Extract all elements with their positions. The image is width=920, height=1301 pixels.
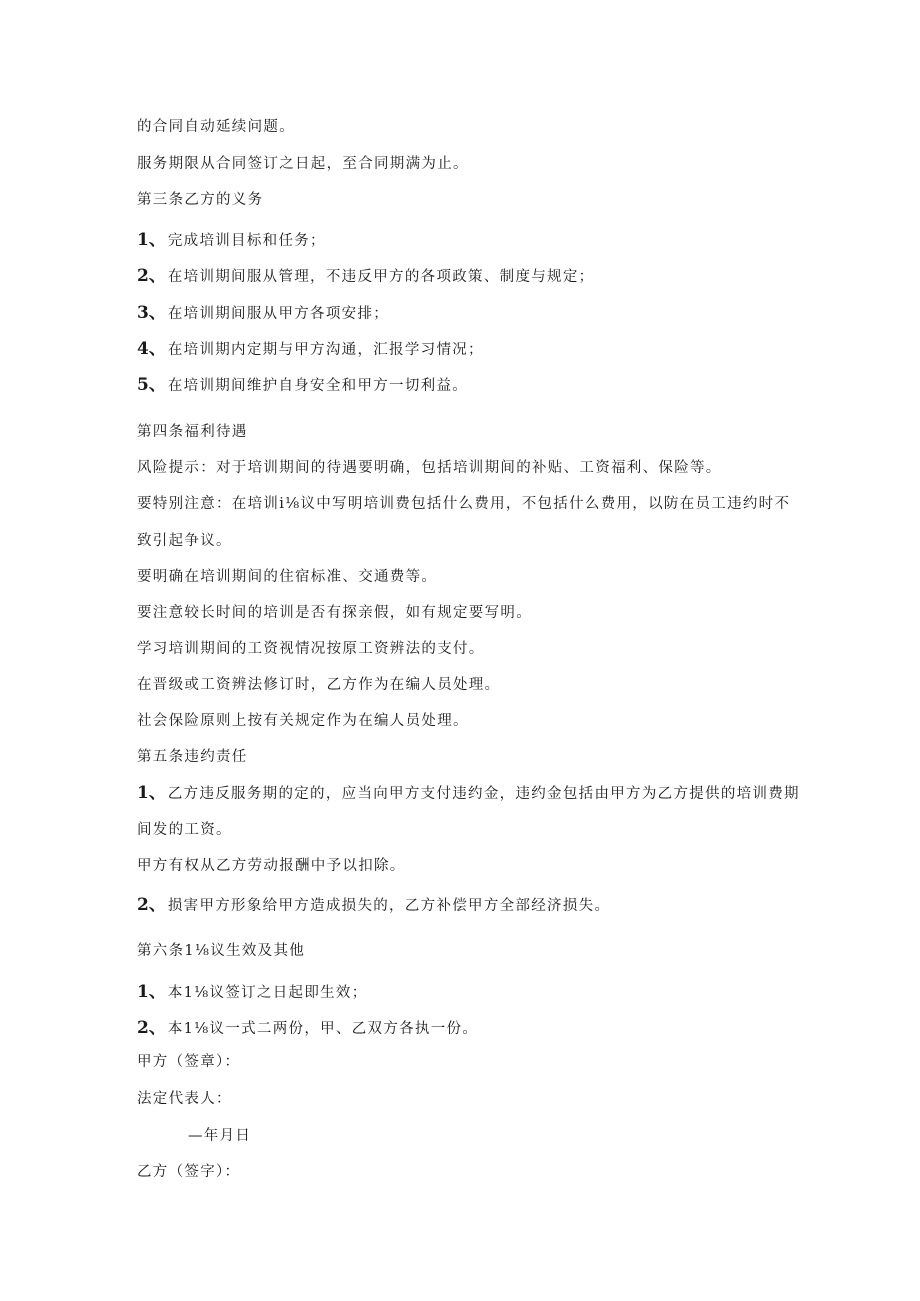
text-line: 要注意较长时间的培训是否有探亲假，如有规定要写明。: [137, 605, 532, 621]
list-item: 2、 损害甲方形象给甲方造成损失的，乙方补偿甲方全部经济损失。: [137, 895, 611, 915]
list-item: 2、 在培训期间服从管理，不违反甲方的各项政策、制度与规定；: [137, 266, 595, 286]
text-line: 要明确在培训期间的住宿标准、交通费等。: [137, 569, 438, 585]
text-line: 甲方有权从乙方劳动报酬中予以扣除。: [137, 858, 406, 874]
text-line: 社会保险原则上按有关规定作为在编人员处理。: [137, 713, 469, 729]
article-heading: 第三条乙方的义务: [137, 192, 264, 208]
item-number: 2、: [137, 895, 166, 915]
item-number: 3、: [137, 303, 166, 323]
list-item: 5、 在培训期间维护自身安全和甲方一切利益。: [137, 375, 469, 395]
item-number: 5、: [137, 375, 166, 395]
item-number: 2、: [137, 266, 166, 286]
text-line: 要特别注意：在培训i⅛议中写明培训费包括什么费用，不包括什么费用，以防在员工违约时不: [137, 496, 791, 512]
item-number: 1、: [137, 982, 166, 1002]
article-heading: 第四条福利待遇: [137, 424, 248, 440]
article-heading: 第六条1⅛议生效及其他: [137, 943, 306, 959]
list-item: 1、 乙方违反服务期的定的，应当向甲方支付违约金，违约金包括由甲方为乙方提供的培训费期: [137, 783, 800, 803]
text-line: 学习培训期间的工资视情况按原工资辨法的支付。: [137, 641, 485, 657]
list-item: 4、 在培训期内定期与甲方沟通，汇报学习情况；: [137, 339, 484, 359]
item-number: 1、: [137, 783, 166, 803]
signature-party-b: 乙方（签字）：: [137, 1164, 241, 1180]
item-number: 2、: [137, 1018, 166, 1038]
item-number: 1、: [137, 230, 166, 250]
text-line: 致引起争议。: [137, 533, 232, 549]
text-line: 服务期限从合同签订之日起，至合同期满为止。: [137, 156, 469, 172]
article-heading: 第五条违约责任: [137, 749, 248, 765]
list-item: 1、 本1⅛议签订之日起即生效；: [137, 982, 368, 1002]
list-item: 3、 在培训期间服从甲方各项安排；: [137, 303, 390, 323]
list-item: 2、 本1⅛议一式二两份，甲、乙双方各执一份。: [137, 1018, 479, 1038]
item-number: 4、: [137, 339, 166, 359]
legal-representative: 法定代表人：: [137, 1091, 232, 1107]
text-line: 在晋级或工资辨法修订时，乙方作为在编人员处理。: [137, 677, 501, 693]
text-line: 间发的工资。: [137, 822, 232, 838]
signature-party-a: 甲方（签章）：: [137, 1054, 241, 1070]
text-line: 的合同自动延续问题。: [137, 119, 295, 135]
list-item: 1、 完成培训目标和任务；: [137, 230, 326, 250]
text-line: 风险提示：对于培训期间的待遇要明确，包括培训期间的补贴、工资福利、保险等。: [137, 460, 722, 476]
date-line: —年月日: [188, 1128, 252, 1144]
